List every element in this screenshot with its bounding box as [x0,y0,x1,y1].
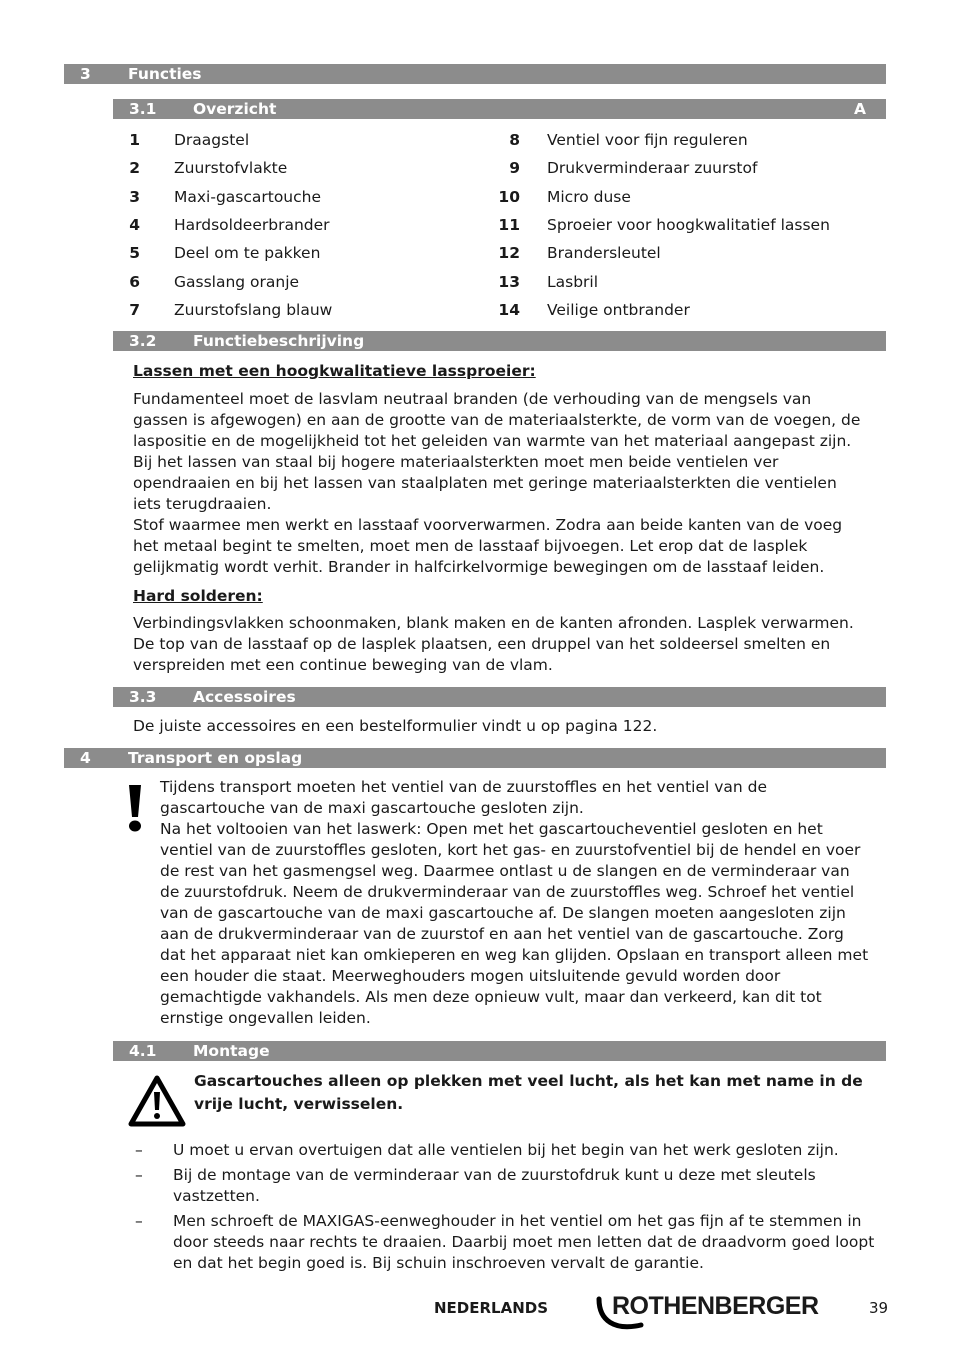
item-label: Maxi-gascartouche [174,188,322,206]
section-number: 3.2 [129,332,157,350]
transport-warning: Tijdens transport moeten het ventiel van de zuurstoffles en het ventiel van de gascartouche van de maxi gascartouche gesloten zijn. [160,778,768,817]
subheading-brazing: Hard solderen: [133,587,263,605]
caution-text: Gascartouches alleen op plekken met veel lucht, als het kan met name in de vrije lucht, verwisselen. [194,1072,863,1113]
section-number: 3 [80,65,91,83]
section-title: Functies [128,65,202,83]
accessories-text: De juiste accessoires en een bestelformulier vindt u op pagina 122. [133,717,658,735]
item-label: Deel om te pakken [174,244,321,262]
section-title: Montage [193,1042,270,1060]
item-number: 2 [129,159,140,177]
item-label: Brandersleutel [547,244,661,262]
item-number: 14 [498,301,520,319]
item-label: Micro duse [547,188,631,206]
subheading-welding: Lassen met een hoogkwalitatieve lassproeier: [133,362,536,380]
section-header-3-1 [113,99,886,119]
item-number: 12 [498,244,520,262]
item-number: 7 [129,301,140,319]
item-number: 4 [129,216,140,234]
section-header-4 [64,748,886,768]
bullet-dash: – [135,1141,143,1159]
bullet-dash: – [135,1166,143,1184]
item-number: 9 [509,159,520,177]
item-number: 3 [129,188,140,206]
bullet-dash: – [135,1212,143,1230]
section-number: 3.1 [129,100,157,118]
paragraph-brazing: Verbindingsvlakken schoonmaken, blank maken en de kanten afronden. Lasplek verwarmen. De top van de lasstaaf op de lasplek plaatsen, een druppel van het soldeersel smelten en verspreiden met een continue beweging van de vlam. [133,614,854,674]
item-number: 5 [129,244,140,262]
item-label: Zuurstofslang blauw [174,301,333,319]
list-item: Men schroeft de MAXIGAS-eenweghouder in het ventiel om het gas fijn af te stemmen in door steeds naar rechts te draaien. Daarbij moet men letten dat de draadvorm goed loopt en dat het begin goed is. Bij schuin inschroeven vervalt de garantie. [173,1212,875,1272]
paragraph-preheat: Stof waarmee men werkt en lasstaaf voorverwarmen. Zodra aan beide kanten van de voeg het metaal begint te smelten, moet men de lasstaaf bijvoegen. Let erop dat de lasplek gelijkmatig wordt verhit. Brander in halfcirkelvormige bewegingen om de lasstaaf leiden. [133,516,843,576]
transport-instructions: Na het voltooien van het laswerk: Open met het gascartoucheventiel gesloten en het ventiel van de zuurstoffles gesloten, kort het gas- en zuurstofventiel bij de hendel en voer de rest van het gasmengsel weg. Daarmee ontlast u de slangen en de verminderaar van de zuurstofdruk. Neem de drukverminderaar van de zuurstoffles weg. Schroef het ventiel van de gascartouche van de maxi gascartouche af. De slangen moeten aangesloten zijn aan de drukverminderaar van de zuurstof en aan het ventiel van de gascartouche. Zorg dat het apparaat niet kan omkieperen en weg kan glijden. Opslaan en transport alleen met een houder die staat. Meerweghouders mogen uitsluitende gevuld worden door gemachtigde vakhandels. Als men deze opnieuw vult, maar dan verkeerd, kan dit tot ernstige ongevallen leiden. [160,820,869,1027]
item-label: Gasslang oranje [174,273,300,291]
list-item: Bij de montage van de verminderaar van de zuurstofdruk kunt u deze met sleutels vastzetten. [173,1166,816,1205]
page-number: 39 [869,1299,889,1317]
footer-language: NEDERLANDS [434,1299,549,1317]
brand-logo: ROTHENBERGER [612,1292,819,1320]
section-title: Accessoires [193,688,296,706]
item-number: 6 [129,273,140,291]
section-number: 4 [80,749,91,767]
section-title: Transport en opslag [128,749,303,767]
section-title: Overzicht [193,100,277,118]
exclamation-icon [128,783,142,833]
item-label: Sproeier voor hoogkwalitatief lassen [547,216,830,234]
section-number: 3.3 [129,688,157,706]
section-number: 4.1 [129,1042,157,1060]
item-number: 1 [129,131,140,149]
item-label: Drukverminderaar zuurstof [547,159,758,177]
item-number: 11 [498,216,520,234]
item-number: 13 [498,273,520,291]
section-header-3-2 [113,331,886,351]
item-label: Lasbril [547,273,599,291]
warning-triangle-icon [127,1074,187,1128]
item-label: Hardsoldeerbrander [174,216,330,234]
figure-tag: A [854,100,866,118]
section-title: Functiebeschrijving [193,332,365,350]
section-header-3-3 [113,687,886,707]
list-item: U moet u ervan overtuigen dat alle ventielen bij het begin van het werk gesloten zijn. [173,1141,839,1159]
section-header-3 [64,64,886,84]
item-number: 10 [498,188,520,206]
item-label: Veilige ontbrander [547,301,690,319]
item-label: Ventiel voor fijn reguleren [547,131,748,149]
section-header-4-1 [113,1041,886,1061]
paragraph-welding: Fundamenteel moet de lasvlam neutraal branden (de verhouding van de mengsels van gassen is afgewogen) en aan de grootte van de materiaalsterkte, de vorm van de voegen, de laspositie en de mogelijkheid tot het geleiden van warmte van het materiaal aangepast zijn. Bij het lassen van staal bij hogere materiaalsterkten moet men beide ventielen ver opendraaien en bij het lassen van staalplaten met geringe materiaalsterkten die ventielen iets terugdraaien. [133,390,861,513]
item-label: Zuurstofvlakte [174,159,288,177]
item-label: Draagstel [174,131,250,149]
item-number: 8 [509,131,520,149]
